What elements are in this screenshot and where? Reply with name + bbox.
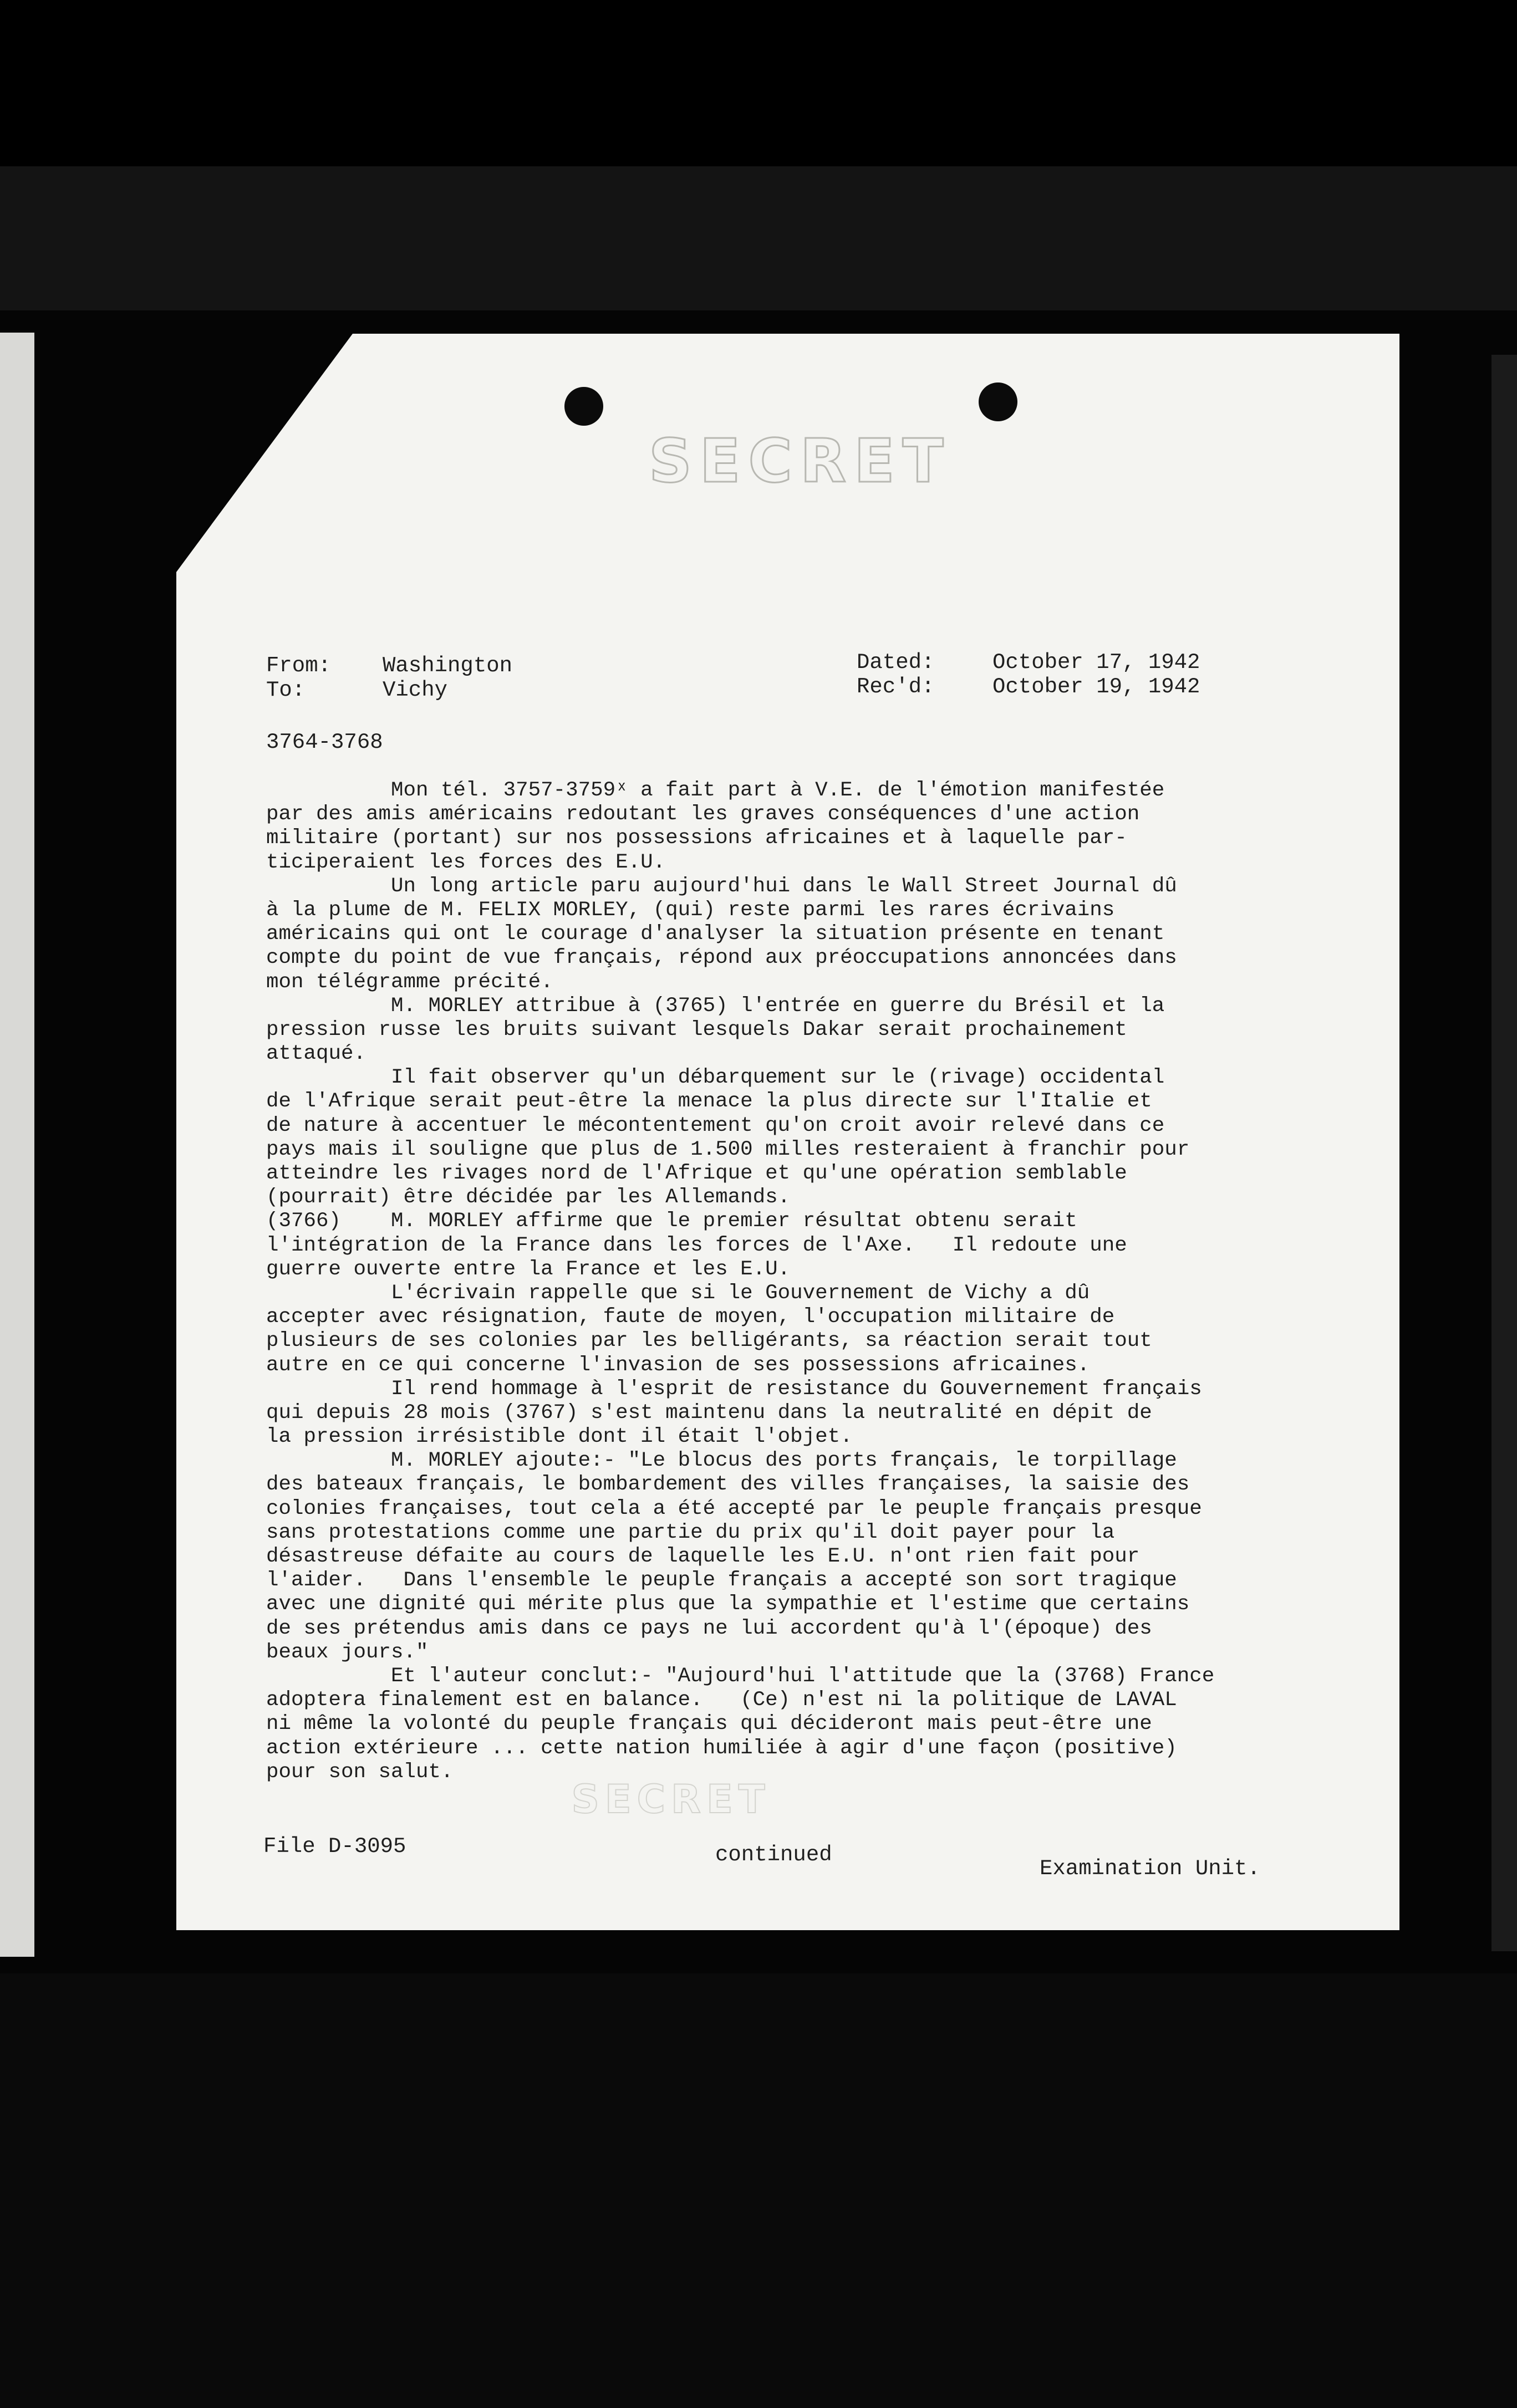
body-line: de nature à accentuer le mécontentement qu'on croit avoir relevé dans ce xyxy=(266,1114,1165,1137)
body-line: de ses prétendus amis dans ce pays ne lui accordent qu'à l'(époque) des xyxy=(266,1616,1152,1640)
body-line: adoptera finalement est en balance. (Ce) n'est ni la politique de LAVAL xyxy=(266,1688,1177,1712)
body-line: (pourrait) être décidée par les Allemands. xyxy=(266,1186,791,1210)
adjacent-page-edge xyxy=(0,333,34,1957)
telegram-reference: 3764-3768 xyxy=(266,730,383,754)
from-label: From: xyxy=(266,654,332,678)
punch-hole-left xyxy=(564,387,603,426)
continued-note: continued xyxy=(715,1843,832,1867)
body-line: Il fait observer qu'un débarquement sur le (rivage) occidental xyxy=(266,1066,1165,1090)
to-value: Vichy xyxy=(383,678,448,702)
body-line: pression russe les bruits suivant lesquels Dakar serait prochainement xyxy=(266,1018,1127,1042)
body-line: désastreuse défaite au cours de laquelle les E.U. n'ont rien fait pour xyxy=(266,1545,1140,1568)
body-line: pour son salut. xyxy=(266,1760,454,1784)
body-line: L'écrivain rappelle que si le Gouvernement de Vichy a dû xyxy=(266,1281,1090,1305)
punch-hole-right xyxy=(979,382,1017,421)
body-line: des bateaux français, le bombardement des villes françaises, la saisie des xyxy=(266,1473,1190,1497)
body-line: beaux jours." xyxy=(266,1640,429,1664)
body-line: Mon tél. 3757-3759ˣ a fait part à V.E. de l'émotion manifestée xyxy=(266,779,1165,802)
file-number: File D-3095 xyxy=(263,1834,406,1859)
body-line: M. MORLEY ajoute:- "Le blocus des ports français, le torpillage xyxy=(266,1449,1177,1473)
secret-stamp-faint: SECRET xyxy=(571,1777,771,1822)
body-line: (3766) M. MORLEY affirme que le premier résultat obtenu serait xyxy=(266,1210,1077,1233)
examination-unit: Examination Unit. xyxy=(1040,1856,1260,1881)
body-line: plusieurs de ses colonies par les belligérants, sa réaction serait tout xyxy=(266,1329,1152,1353)
body-line: par des amis américains redoutant les graves conséquences d'une action xyxy=(266,803,1140,827)
body-line: ticiperaient les forces des E.U. xyxy=(266,850,666,874)
body-line: à la plume de M. FELIX MORLEY, (qui) reste parmi les rares écrivains xyxy=(266,898,1115,922)
body-line: Il rend hommage à l'esprit de resistance du Gouvernement français xyxy=(266,1377,1202,1401)
body-line: américains qui ont le courage d'analyser la situation présente en tenant xyxy=(266,922,1165,946)
body-line: l'aider. Dans l'ensemble le peuple français a accepté son sort tragique xyxy=(266,1569,1177,1593)
body-line: attaqué. xyxy=(266,1042,366,1066)
body-line: la pression irrésistible dont il était l'objet. xyxy=(266,1425,853,1449)
telegram-body xyxy=(266,779,1375,1784)
body-line: Un long article paru aujourd'hui dans le Wall Street Journal dû xyxy=(266,874,1177,898)
body-line: compte du point de vue français, répond aux préoccupations annoncées dans xyxy=(266,946,1177,970)
received-label: Rec'd: xyxy=(857,675,935,699)
body-line: Et l'auteur conclut:- "Aujourd'hui l'attitude que la (3768) France xyxy=(266,1664,1215,1688)
from-value: Washington xyxy=(383,654,513,678)
body-line: M. MORLEY attribue à (3765) l'entrée en guerre du Brésil et la xyxy=(266,994,1165,1018)
to-label: To: xyxy=(266,678,306,702)
film-border-bottom xyxy=(0,1973,1517,2408)
body-line: qui depuis 28 mois (3767) s'est maintenu dans la neutralité en dépit de xyxy=(266,1401,1152,1425)
secret-stamp: SECRET xyxy=(649,427,951,496)
received-value: October 19, 1942 xyxy=(992,675,1200,699)
dated-value: October 17, 1942 xyxy=(992,650,1200,675)
body-line: militaire (portant) sur nos possessions africaines et à laquelle par- xyxy=(266,827,1127,850)
body-line: atteindre les rivages nord de l'Afrique et qu'une opération semblable xyxy=(266,1162,1127,1185)
body-line: autre en ce qui concerne l'invasion de ses possessions africaines. xyxy=(266,1353,1090,1377)
dated-label: Dated: xyxy=(857,650,935,675)
body-line: avec une dignité qui mérite plus que la sympathie et l'estime que certains xyxy=(266,1593,1190,1616)
body-line: colonies françaises, tout cela a été accepté par le peuple français presque xyxy=(266,1497,1202,1521)
adjacent-page-strip xyxy=(1491,355,1517,1951)
body-line: l'intégration de la France dans les forces de l'Axe. Il redoute une xyxy=(266,1233,1127,1257)
film-border-gray xyxy=(0,166,1517,310)
body-line: ni même la volonté du peuple français qui décideront mais peut-être une xyxy=(266,1712,1152,1736)
body-line: de l'Afrique serait peut-être la menace la plus directe sur l'Italie et xyxy=(266,1090,1152,1114)
body-line: sans protestations comme une partie du prix qu'il doit payer pour la xyxy=(266,1521,1115,1544)
body-line: guerre ouverte entre la France et les E.U. xyxy=(266,1257,791,1281)
body-line: mon télégramme précité. xyxy=(266,970,553,994)
body-line: action extérieure ... cette nation humiliée à agir d'une façon (positive) xyxy=(266,1736,1177,1760)
film-border-top xyxy=(0,0,1517,166)
body-line: pays mais il souligne que plus de 1.500 milles resteraient à franchir pour xyxy=(266,1137,1190,1161)
body-line: accepter avec résignation, faute de moyen, l'occupation militaire de xyxy=(266,1305,1115,1329)
